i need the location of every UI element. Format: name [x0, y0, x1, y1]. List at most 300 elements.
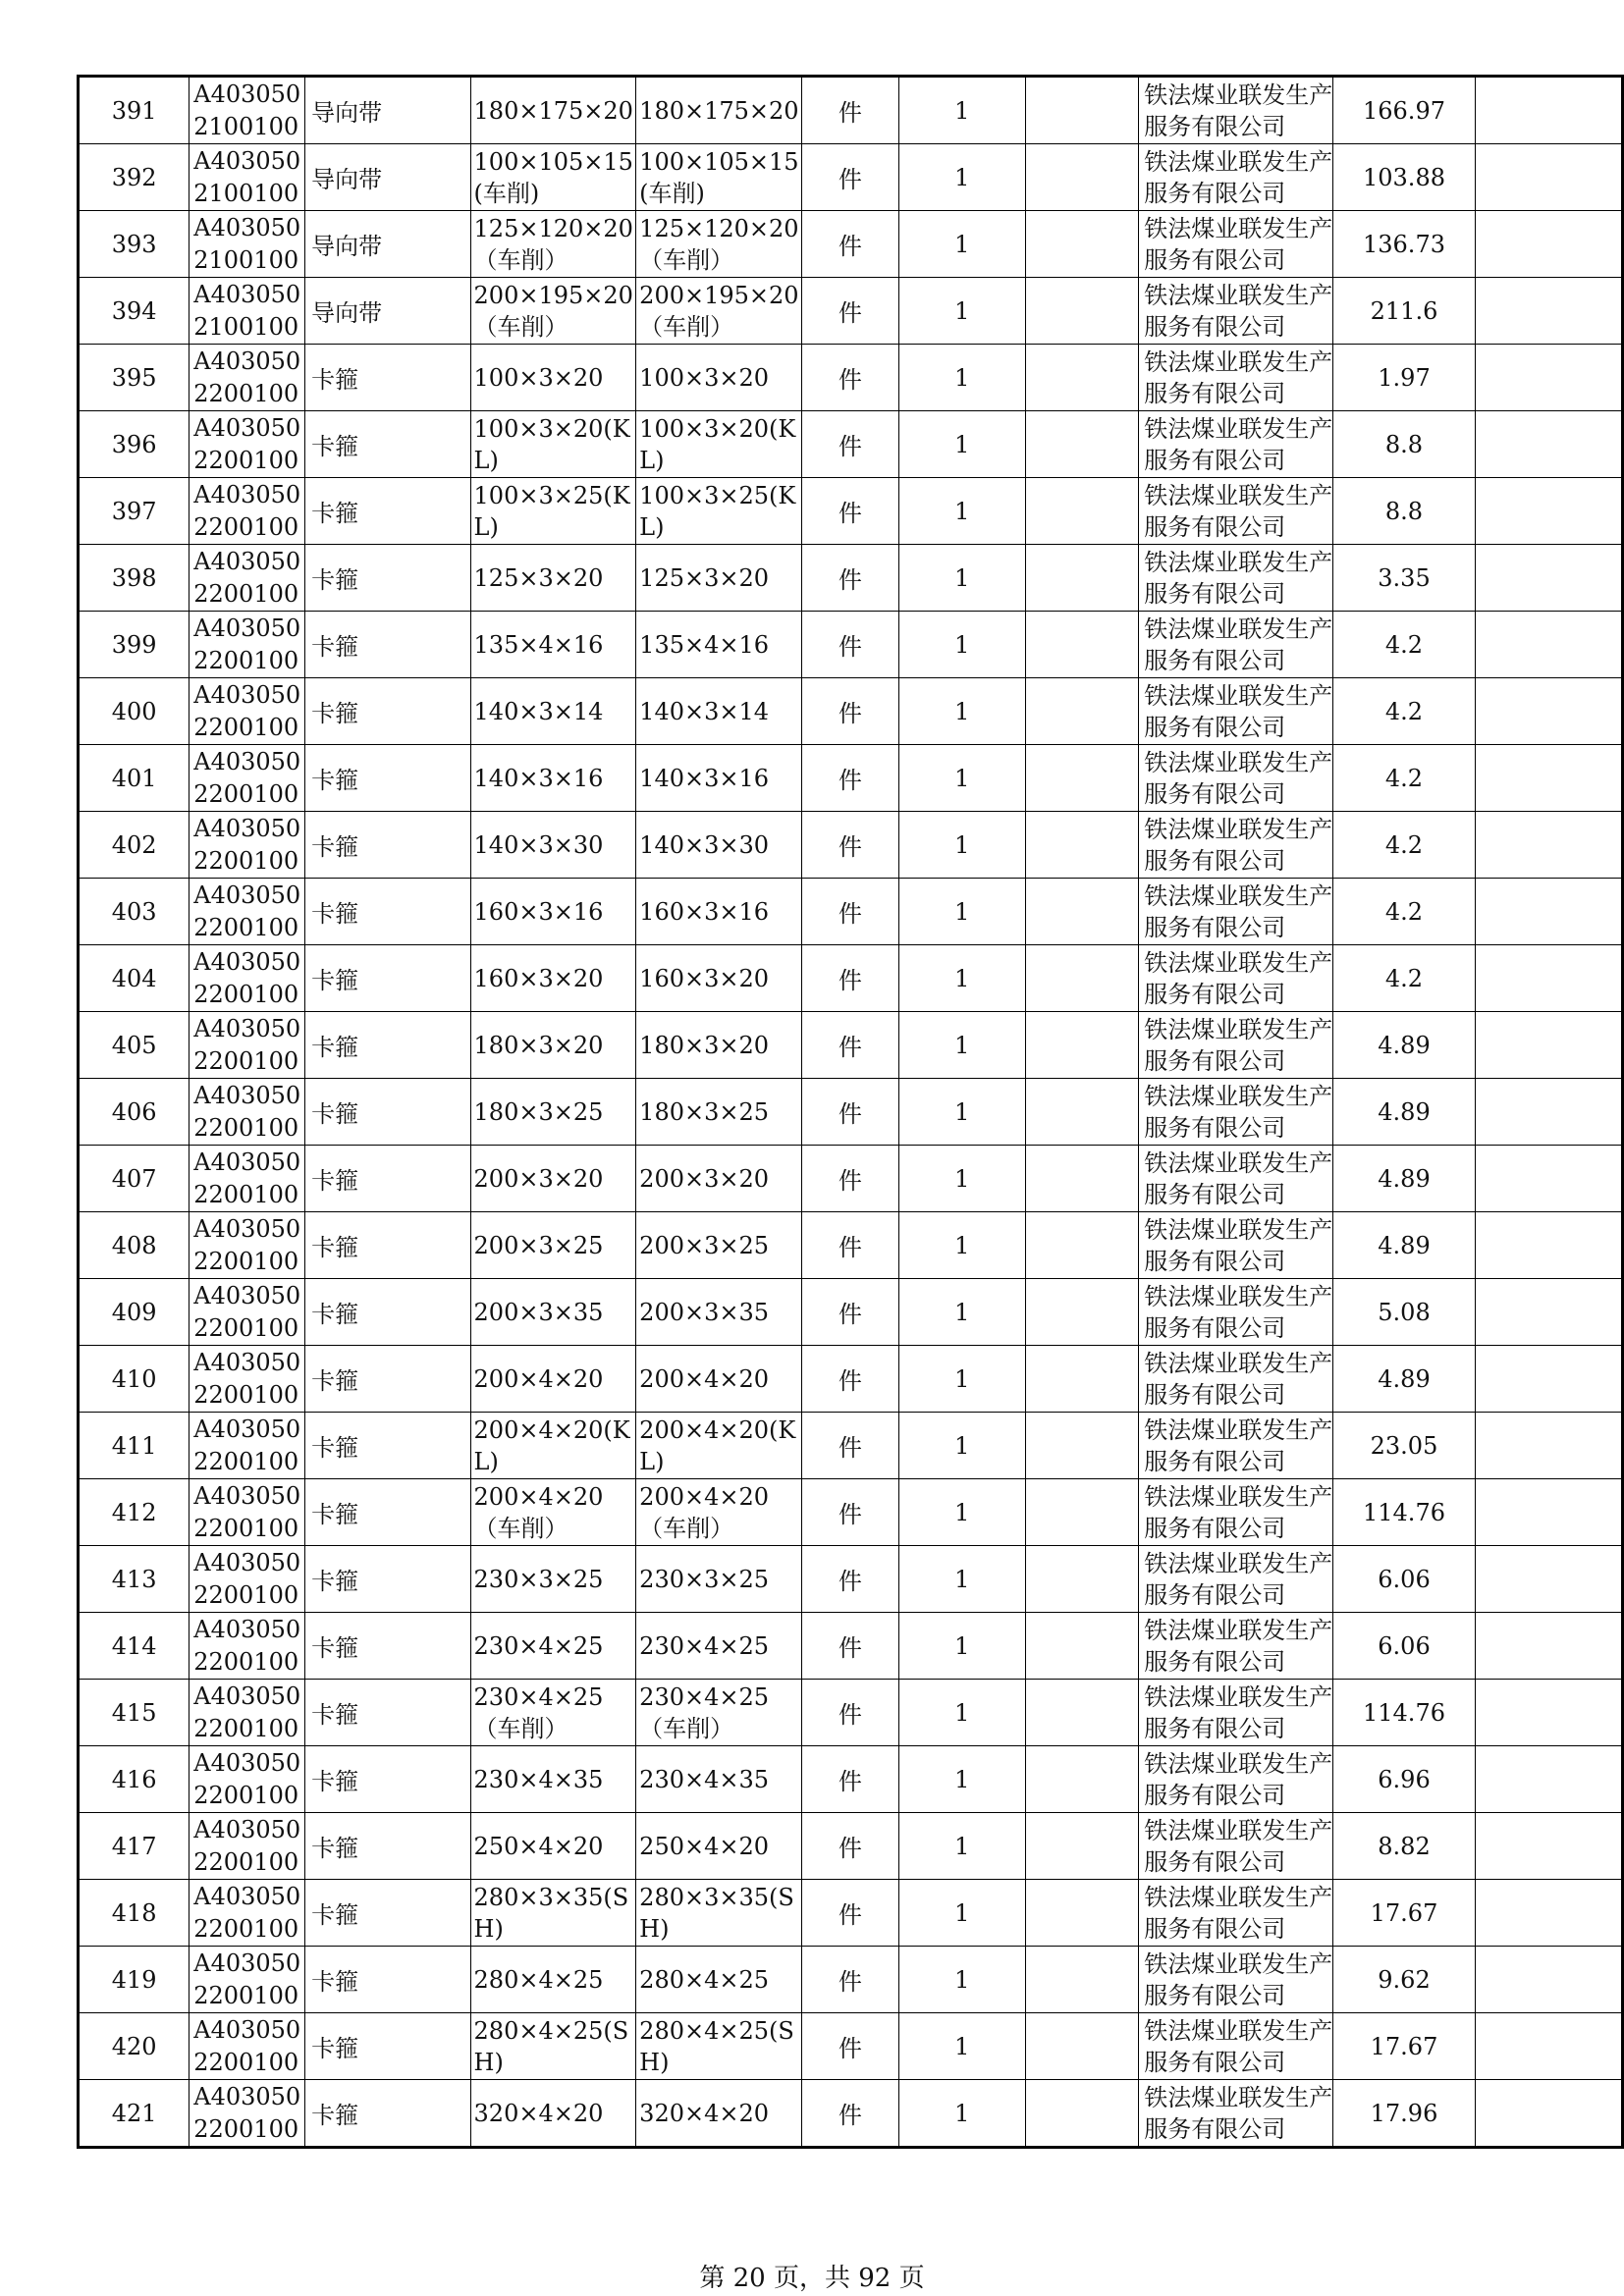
- material-name-cell: 卡箍: [305, 1947, 470, 2013]
- table-row: [79, 545, 1623, 612]
- price-cell: 4.2: [1333, 678, 1475, 745]
- material-name-cell: 卡箍: [305, 1079, 470, 1146]
- remark-cell: [1025, 2013, 1139, 2080]
- remark-cell: [1025, 1613, 1139, 1680]
- material-code-cell: A4030502200100: [189, 1546, 305, 1613]
- remark-cell: [1025, 1012, 1139, 1079]
- row-number-cell: 412: [79, 1479, 189, 1546]
- supplier-cell: 铁法煤业联发生产服务有限公司: [1139, 77, 1333, 144]
- table-row: [79, 1613, 1623, 1680]
- quantity-cell: 1: [898, 345, 1025, 411]
- unit-cell: 件: [801, 1680, 898, 1746]
- row-number-cell: 418: [79, 1880, 189, 1947]
- material-name-cell: 卡箍: [305, 612, 470, 678]
- supplier-cell: 铁法煤业联发生产服务有限公司: [1139, 1880, 1333, 1947]
- quantity-cell: 1: [898, 945, 1025, 1012]
- unit-cell: 件: [801, 2080, 898, 2148]
- supplier-cell: 铁法煤业联发生产服务有限公司: [1139, 612, 1333, 678]
- price-cell: 4.2: [1333, 745, 1475, 812]
- model-cell: 200×195×20（车削）: [636, 278, 802, 345]
- material-code-cell: A4030502200100: [189, 1146, 305, 1212]
- price-cell: 6.96: [1333, 1746, 1475, 1813]
- table-row: [79, 211, 1623, 278]
- material-code-cell: A4030502200100: [189, 2080, 305, 2148]
- material-name-cell: 卡箍: [305, 411, 470, 478]
- model-cell: 230×4×25（车削）: [636, 1680, 802, 1746]
- specification-cell: 230×4×25（车削）: [470, 1680, 636, 1746]
- material-name-cell: 卡箍: [305, 879, 470, 945]
- material-code-cell: A4030502100100: [189, 144, 305, 211]
- material-name-cell: 卡箍: [305, 1413, 470, 1479]
- remark-cell: [1025, 2080, 1139, 2148]
- price-cell: 4.2: [1333, 612, 1475, 678]
- material-code-cell: A4030502200100: [189, 2013, 305, 2080]
- price-cell: 4.2: [1333, 879, 1475, 945]
- model-cell: 100×3×20: [636, 345, 802, 411]
- supplier-cell: 铁法煤业联发生产服务有限公司: [1139, 745, 1333, 812]
- quantity-cell: 1: [898, 411, 1025, 478]
- notes-cell: [1475, 1680, 1622, 1746]
- specification-cell: 160×3×16: [470, 879, 636, 945]
- material-code-cell: A4030502200100: [189, 945, 305, 1012]
- notes-cell: [1475, 1546, 1622, 1613]
- material-code-cell: A4030502200100: [189, 1012, 305, 1079]
- model-cell: 200×3×35: [636, 1279, 802, 1346]
- supplier-cell: 铁法煤业联发生产服务有限公司: [1139, 1012, 1333, 1079]
- row-number-cell: 415: [79, 1680, 189, 1746]
- supplier-cell: 铁法煤业联发生产服务有限公司: [1139, 1346, 1333, 1413]
- supplier-cell: 铁法煤业联发生产服务有限公司: [1139, 945, 1333, 1012]
- material-name-cell: 卡箍: [305, 1746, 470, 1813]
- price-cell: 6.06: [1333, 1613, 1475, 1680]
- quantity-cell: 1: [898, 478, 1025, 545]
- supplier-cell: 铁法煤业联发生产服务有限公司: [1139, 2080, 1333, 2148]
- model-cell: 125×120×20（车削）: [636, 211, 802, 278]
- quantity-cell: 1: [898, 1680, 1025, 1746]
- model-cell: 100×105×15(车削): [636, 144, 802, 211]
- quantity-cell: 1: [898, 879, 1025, 945]
- material-code-cell: A4030502200100: [189, 1346, 305, 1413]
- supplier-cell: 铁法煤业联发生产服务有限公司: [1139, 1146, 1333, 1212]
- remark-cell: [1025, 278, 1139, 345]
- supplier-cell: 铁法煤业联发生产服务有限公司: [1139, 1947, 1333, 2013]
- quantity-cell: 1: [898, 144, 1025, 211]
- unit-cell: 件: [801, 678, 898, 745]
- notes-cell: [1475, 1479, 1622, 1546]
- material-name-cell: 卡箍: [305, 1813, 470, 1880]
- notes-cell: [1475, 278, 1622, 345]
- table-row: [79, 1546, 1623, 1613]
- notes-cell: [1475, 612, 1622, 678]
- quantity-cell: 1: [898, 1146, 1025, 1212]
- material-code-cell: A4030502100100: [189, 278, 305, 345]
- notes-cell: [1475, 678, 1622, 745]
- notes-cell: [1475, 2080, 1622, 2148]
- material-name-cell: 卡箍: [305, 1279, 470, 1346]
- material-name-cell: 导向带: [305, 278, 470, 345]
- quantity-cell: 1: [898, 745, 1025, 812]
- material-name-cell: 卡箍: [305, 812, 470, 879]
- page-footer: 第 20 页，共 92 页: [699, 2264, 925, 2293]
- material-name-cell: 卡箍: [305, 545, 470, 612]
- table-row: [79, 478, 1623, 545]
- price-cell: 17.67: [1333, 2013, 1475, 2080]
- table-row: [79, 1146, 1623, 1212]
- price-cell: 103.88: [1333, 144, 1475, 211]
- price-cell: 114.76: [1333, 1479, 1475, 1546]
- supplier-cell: 铁法煤业联发生产服务有限公司: [1139, 1613, 1333, 1680]
- price-cell: 17.96: [1333, 2080, 1475, 2148]
- material-name-cell: 卡箍: [305, 2080, 470, 2148]
- row-number-cell: 404: [79, 945, 189, 1012]
- supplier-cell: 铁法煤业联发生产服务有限公司: [1139, 1279, 1333, 1346]
- model-cell: 125×3×20: [636, 545, 802, 612]
- model-cell: 160×3×20: [636, 945, 802, 1012]
- price-cell: 5.08: [1333, 1279, 1475, 1346]
- row-number-cell: 391: [79, 77, 189, 144]
- material-code-cell: A4030502200100: [189, 1947, 305, 2013]
- material-code-cell: A4030502200100: [189, 879, 305, 945]
- remark-cell: [1025, 678, 1139, 745]
- material-code-cell: A4030502100100: [189, 77, 305, 144]
- notes-cell: [1475, 211, 1622, 278]
- price-cell: 3.35: [1333, 545, 1475, 612]
- row-number-cell: 411: [79, 1413, 189, 1479]
- material-code-cell: A4030502200100: [189, 1880, 305, 1947]
- unit-cell: 件: [801, 945, 898, 1012]
- quantity-cell: 1: [898, 1079, 1025, 1146]
- remark-cell: [1025, 345, 1139, 411]
- price-cell: 9.62: [1333, 1947, 1475, 2013]
- model-cell: 200×4×20: [636, 1346, 802, 1413]
- table-row: [79, 1212, 1623, 1279]
- material-code-cell: A4030502200100: [189, 1746, 305, 1813]
- notes-cell: [1475, 1813, 1622, 1880]
- price-cell: 136.73: [1333, 211, 1475, 278]
- material-code-cell: A4030502200100: [189, 1079, 305, 1146]
- row-number-cell: 394: [79, 278, 189, 345]
- supplier-cell: 铁法煤业联发生产服务有限公司: [1139, 1413, 1333, 1479]
- table-row: [79, 1880, 1623, 1947]
- unit-cell: 件: [801, 1546, 898, 1613]
- specification-cell: 320×4×20: [470, 2080, 636, 2148]
- row-number-cell: 414: [79, 1613, 189, 1680]
- table-row: [79, 1279, 1623, 1346]
- material-name-cell: 导向带: [305, 144, 470, 211]
- unit-cell: 件: [801, 1146, 898, 1212]
- remark-cell: [1025, 1346, 1139, 1413]
- quantity-cell: 1: [898, 1746, 1025, 1813]
- material-name-cell: 卡箍: [305, 945, 470, 1012]
- model-cell: 135×4×16: [636, 612, 802, 678]
- material-name-cell: 卡箍: [305, 478, 470, 545]
- unit-cell: 件: [801, 1012, 898, 1079]
- material-code-cell: A4030502200100: [189, 1813, 305, 1880]
- quantity-cell: 1: [898, 1413, 1025, 1479]
- price-cell: 4.89: [1333, 1346, 1475, 1413]
- price-cell: 23.05: [1333, 1413, 1475, 1479]
- notes-cell: [1475, 1613, 1622, 1680]
- model-cell: 200×4×20(KL): [636, 1413, 802, 1479]
- remark-cell: [1025, 812, 1139, 879]
- quantity-cell: 1: [898, 1346, 1025, 1413]
- model-cell: 230×4×25: [636, 1613, 802, 1680]
- row-number-cell: 397: [79, 478, 189, 545]
- row-number-cell: 413: [79, 1546, 189, 1613]
- specification-cell: 200×4×20（车削）: [470, 1479, 636, 1546]
- remark-cell: [1025, 612, 1139, 678]
- supplier-cell: 铁法煤业联发生产服务有限公司: [1139, 211, 1333, 278]
- supplier-cell: 铁法煤业联发生产服务有限公司: [1139, 812, 1333, 879]
- specification-cell: 280×4×25: [470, 1947, 636, 2013]
- remark-cell: [1025, 1079, 1139, 1146]
- remark-cell: [1025, 1146, 1139, 1212]
- material-code-cell: A4030502200100: [189, 745, 305, 812]
- notes-cell: [1475, 77, 1622, 144]
- table-row: [79, 2013, 1623, 2080]
- table-row: [79, 144, 1623, 211]
- material-code-cell: A4030502100100: [189, 211, 305, 278]
- specification-cell: 140×3×16: [470, 745, 636, 812]
- material-code-cell: A4030502200100: [189, 345, 305, 411]
- model-cell: 230×3×25: [636, 1546, 802, 1613]
- price-list-table: [77, 75, 1624, 2149]
- material-code-cell: A4030502200100: [189, 411, 305, 478]
- price-cell: 4.89: [1333, 1012, 1475, 1079]
- quantity-cell: 1: [898, 1813, 1025, 1880]
- row-number-cell: 398: [79, 545, 189, 612]
- material-name-cell: 卡箍: [305, 2013, 470, 2080]
- specification-cell: 180×175×20: [470, 77, 636, 144]
- specification-cell: 200×3×20: [470, 1146, 636, 1212]
- material-name-cell: 卡箍: [305, 1880, 470, 1947]
- price-cell: 8.82: [1333, 1813, 1475, 1880]
- model-cell: 160×3×16: [636, 879, 802, 945]
- quantity-cell: 1: [898, 211, 1025, 278]
- price-cell: 4.89: [1333, 1146, 1475, 1212]
- table-row: [79, 77, 1623, 144]
- remark-cell: [1025, 745, 1139, 812]
- supplier-cell: 铁法煤业联发生产服务有限公司: [1139, 1079, 1333, 1146]
- notes-cell: [1475, 345, 1622, 411]
- table-row: [79, 345, 1623, 411]
- material-name-cell: 卡箍: [305, 1012, 470, 1079]
- supplier-cell: 铁法煤业联发生产服务有限公司: [1139, 879, 1333, 945]
- quantity-cell: 1: [898, 1613, 1025, 1680]
- material-code-cell: A4030502200100: [189, 478, 305, 545]
- specification-cell: 280×4×25(SH): [470, 2013, 636, 2080]
- table-row: [79, 1813, 1623, 1880]
- specification-cell: 135×4×16: [470, 612, 636, 678]
- notes-cell: [1475, 945, 1622, 1012]
- specification-cell: 230×4×35: [470, 1746, 636, 1813]
- unit-cell: 件: [801, 1813, 898, 1880]
- material-code-cell: A4030502200100: [189, 1479, 305, 1546]
- remark-cell: [1025, 945, 1139, 1012]
- remark-cell: [1025, 1212, 1139, 1279]
- table-row: [79, 678, 1623, 745]
- model-cell: 280×4×25(SH): [636, 2013, 802, 2080]
- unit-cell: 件: [801, 211, 898, 278]
- material-name-cell: 卡箍: [305, 1212, 470, 1279]
- specification-cell: 125×120×20（车削）: [470, 211, 636, 278]
- material-name-cell: 卡箍: [305, 1546, 470, 1613]
- remark-cell: [1025, 1479, 1139, 1546]
- model-cell: 230×4×35: [636, 1746, 802, 1813]
- row-number-cell: 399: [79, 612, 189, 678]
- unit-cell: 件: [801, 879, 898, 945]
- specification-cell: 200×3×35: [470, 1279, 636, 1346]
- table-row: [79, 612, 1623, 678]
- specification-cell: 180×3×25: [470, 1079, 636, 1146]
- notes-cell: [1475, 478, 1622, 545]
- table-row: [79, 1413, 1623, 1479]
- row-number-cell: 416: [79, 1746, 189, 1813]
- supplier-cell: 铁法煤业联发生产服务有限公司: [1139, 545, 1333, 612]
- specification-cell: 100×3×25(KL): [470, 478, 636, 545]
- remark-cell: [1025, 144, 1139, 211]
- quantity-cell: 1: [898, 1012, 1025, 1079]
- remark-cell: [1025, 411, 1139, 478]
- table-row: [79, 411, 1623, 478]
- quantity-cell: 1: [898, 1279, 1025, 1346]
- remark-cell: [1025, 1413, 1139, 1479]
- specification-cell: 230×4×25: [470, 1613, 636, 1680]
- supplier-cell: 铁法煤业联发生产服务有限公司: [1139, 1746, 1333, 1813]
- price-cell: 8.8: [1333, 478, 1475, 545]
- supplier-cell: 铁法煤业联发生产服务有限公司: [1139, 2013, 1333, 2080]
- notes-cell: [1475, 879, 1622, 945]
- supplier-cell: 铁法煤业联发生产服务有限公司: [1139, 345, 1333, 411]
- remark-cell: [1025, 879, 1139, 945]
- unit-cell: 件: [801, 745, 898, 812]
- material-code-cell: A4030502200100: [189, 1680, 305, 1746]
- model-cell: 180×3×25: [636, 1079, 802, 1146]
- supplier-cell: 铁法煤业联发生产服务有限公司: [1139, 411, 1333, 478]
- model-cell: 140×3×14: [636, 678, 802, 745]
- notes-cell: [1475, 144, 1622, 211]
- quantity-cell: 1: [898, 1212, 1025, 1279]
- specification-cell: 125×3×20: [470, 545, 636, 612]
- price-cell: 6.06: [1333, 1546, 1475, 1613]
- row-number-cell: 392: [79, 144, 189, 211]
- table-row: [79, 1746, 1623, 1813]
- row-number-cell: 419: [79, 1947, 189, 2013]
- model-cell: 280×4×25: [636, 1947, 802, 2013]
- remark-cell: [1025, 545, 1139, 612]
- model-cell: 140×3×30: [636, 812, 802, 879]
- row-number-cell: 395: [79, 345, 189, 411]
- table-row: [79, 1947, 1623, 2013]
- remark-cell: [1025, 77, 1139, 144]
- model-cell: 180×175×20: [636, 77, 802, 144]
- remark-cell: [1025, 1546, 1139, 1613]
- specification-cell: 140×3×14: [470, 678, 636, 745]
- row-number-cell: 406: [79, 1079, 189, 1146]
- row-number-cell: 407: [79, 1146, 189, 1212]
- notes-cell: [1475, 812, 1622, 879]
- material-name-cell: 卡箍: [305, 1680, 470, 1746]
- notes-cell: [1475, 1279, 1622, 1346]
- unit-cell: 件: [801, 478, 898, 545]
- row-number-cell: 402: [79, 812, 189, 879]
- row-number-cell: 400: [79, 678, 189, 745]
- table-row: [79, 2080, 1623, 2148]
- supplier-cell: 铁法煤业联发生产服务有限公司: [1139, 278, 1333, 345]
- unit-cell: 件: [801, 1746, 898, 1813]
- price-cell: 8.8: [1333, 411, 1475, 478]
- specification-cell: 100×3×20(KL): [470, 411, 636, 478]
- row-number-cell: 409: [79, 1279, 189, 1346]
- supplier-cell: 铁法煤业联发生产服务有限公司: [1139, 144, 1333, 211]
- specification-cell: 180×3×20: [470, 1012, 636, 1079]
- material-name-cell: 导向带: [305, 77, 470, 144]
- material-code-cell: A4030502200100: [189, 1613, 305, 1680]
- unit-cell: 件: [801, 345, 898, 411]
- quantity-cell: 1: [898, 1880, 1025, 1947]
- table-row: [79, 1680, 1623, 1746]
- unit-cell: 件: [801, 612, 898, 678]
- price-cell: 166.97: [1333, 77, 1475, 144]
- notes-cell: [1475, 1880, 1622, 1947]
- quantity-cell: 1: [898, 2080, 1025, 2148]
- material-name-cell: 卡箍: [305, 678, 470, 745]
- specification-cell: 230×3×25: [470, 1546, 636, 1613]
- unit-cell: 件: [801, 1346, 898, 1413]
- row-number-cell: 396: [79, 411, 189, 478]
- supplier-cell: 铁法煤业联发生产服务有限公司: [1139, 1813, 1333, 1880]
- specification-cell: 200×3×25: [470, 1212, 636, 1279]
- supplier-cell: 铁法煤业联发生产服务有限公司: [1139, 1212, 1333, 1279]
- specification-cell: 200×4×20(KL): [470, 1413, 636, 1479]
- notes-cell: [1475, 545, 1622, 612]
- unit-cell: 件: [801, 1613, 898, 1680]
- unit-cell: 件: [801, 1479, 898, 1546]
- specification-cell: 160×3×20: [470, 945, 636, 1012]
- remark-cell: [1025, 478, 1139, 545]
- model-cell: 200×3×20: [636, 1146, 802, 1212]
- specification-cell: 200×195×20（车削）: [470, 278, 636, 345]
- unit-cell: 件: [801, 411, 898, 478]
- material-code-cell: A4030502200100: [189, 1279, 305, 1346]
- material-name-cell: 卡箍: [305, 1146, 470, 1212]
- notes-cell: [1475, 1947, 1622, 2013]
- remark-cell: [1025, 1279, 1139, 1346]
- model-cell: 100×3×20(KL): [636, 411, 802, 478]
- table-row: [79, 1346, 1623, 1413]
- material-name-cell: 卡箍: [305, 1613, 470, 1680]
- unit-cell: 件: [801, 1947, 898, 2013]
- price-cell: 4.2: [1333, 812, 1475, 879]
- table-row: [79, 1012, 1623, 1079]
- unit-cell: 件: [801, 1212, 898, 1279]
- model-cell: 320×4×20: [636, 2080, 802, 2148]
- remark-cell: [1025, 1880, 1139, 1947]
- unit-cell: 件: [801, 144, 898, 211]
- price-cell: 17.67: [1333, 1880, 1475, 1947]
- specification-cell: 250×4×20: [470, 1813, 636, 1880]
- table-row: [79, 1479, 1623, 1546]
- supplier-cell: 铁法煤业联发生产服务有限公司: [1139, 1546, 1333, 1613]
- model-cell: 280×3×35(SH): [636, 1880, 802, 1947]
- specification-cell: 100×3×20: [470, 345, 636, 411]
- row-number-cell: 401: [79, 745, 189, 812]
- supplier-cell: 铁法煤业联发生产服务有限公司: [1139, 1479, 1333, 1546]
- material-name-cell: 卡箍: [305, 1479, 470, 1546]
- material-name-cell: 卡箍: [305, 345, 470, 411]
- row-number-cell: 403: [79, 879, 189, 945]
- notes-cell: [1475, 1012, 1622, 1079]
